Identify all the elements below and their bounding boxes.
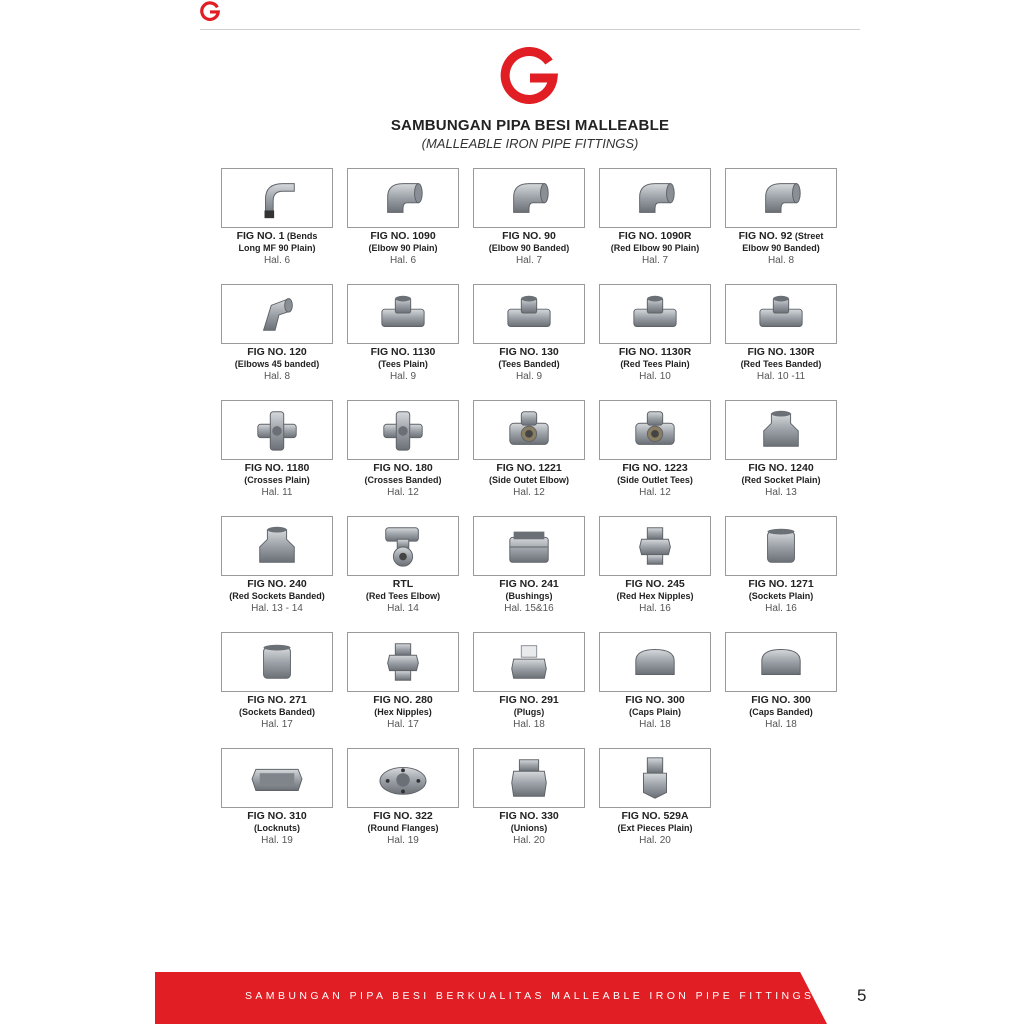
fitting-image [347, 632, 459, 692]
fitting-image [599, 748, 711, 808]
fitting-fig-number [221, 346, 333, 358]
fitting-description: (Round Flanges) [367, 823, 439, 833]
fitting-description: (Ext Pieces Plain) [617, 823, 693, 833]
bushing-icon [499, 522, 559, 570]
fitting-fig-number [725, 462, 837, 474]
fitting-page-ref: Hal. 13 - 14 [251, 603, 303, 614]
fitting-image [725, 284, 837, 344]
fig-number-text: FIG NO. 529A [621, 810, 689, 822]
fitting-description: (Locknuts) [254, 823, 300, 833]
fitting-page-ref: Hal. 7 [641, 255, 669, 266]
fig-number-text: FIG NO. 1240 [748, 462, 814, 474]
fitting-image [347, 168, 459, 228]
fitting-description: (Sockets Plain) [748, 591, 814, 601]
fig-number-text: FIG NO. 271 [247, 694, 307, 706]
fitting-fig-number [221, 810, 333, 822]
fig-number-text: FIG NO. 310 [247, 810, 307, 822]
fitting-description: (Tees Plain) [378, 359, 428, 369]
fitting-fig-number [473, 810, 585, 822]
cross-icon [247, 406, 307, 454]
locknut-icon [247, 754, 307, 802]
reducer-icon [751, 406, 811, 454]
fitting-description: (Unions) [510, 823, 548, 833]
fitting-card [221, 400, 333, 499]
fitting-card [347, 748, 459, 847]
fitting-page-ref: Hal. 19 [261, 835, 293, 846]
tee-icon [751, 290, 811, 338]
fitting-page-ref: Hal. 18 [765, 719, 797, 730]
socket-icon [751, 522, 811, 570]
fig-number-text: FIG NO. 130 [499, 346, 559, 358]
fitting-fig-number [725, 694, 837, 706]
fitting-image [473, 284, 585, 344]
fig-number-text: FIG NO. 1223 [622, 462, 688, 474]
fitting-card [221, 168, 333, 267]
fig-number-text: FIG NO. 1271 [748, 578, 814, 590]
fitting-fig-number [599, 810, 711, 822]
fitting-description: (Side Outlet Tees) [617, 475, 693, 485]
fitting-image [599, 516, 711, 576]
fig-number-text: FIG NO. 300 [625, 694, 685, 706]
socket-icon [247, 638, 307, 686]
fitting-card [221, 632, 333, 731]
fig-number-text: FIG NO. 1090R [618, 230, 692, 242]
side-outlet-icon [499, 406, 559, 454]
fitting-page-ref: Hal. 18 [639, 719, 671, 730]
fitting-image [221, 516, 333, 576]
fitting-page-ref: Hal. 10 [639, 371, 671, 382]
elbow45-icon [247, 290, 307, 338]
fig-number-text: FIG NO. 130R [747, 346, 815, 358]
fitting-image [221, 632, 333, 692]
fitting-fig-number [599, 694, 711, 706]
fitting-page-ref: Hal. 20 [639, 835, 671, 846]
fitting-card [599, 168, 711, 267]
fitting-image [473, 516, 585, 576]
fitting-description: (Caps Plain) [628, 707, 681, 717]
fitting-description: (Hex Nipples) [374, 707, 432, 717]
fitting-description: (Crosses Plain) [244, 475, 310, 485]
fitting-image [599, 632, 711, 692]
reducer-icon [247, 522, 307, 570]
elbow-icon [751, 174, 811, 222]
fitting-image [725, 632, 837, 692]
fitting-description: (Elbows 45 banded) [234, 359, 320, 369]
fitting-page-ref: Hal. 9 [389, 371, 417, 382]
fitting-description: (Red Tees Banded) [740, 359, 822, 369]
fitting-card [221, 748, 333, 847]
page-subtitle: (MALLEABLE IRON PIPE FITTINGS) [421, 136, 639, 151]
fitting-card [599, 400, 711, 499]
fig-number-text: FIG NO. 1130 [370, 346, 436, 358]
fitting-description: (Tees Banded) [498, 359, 560, 369]
fitting-page-ref: Hal. 17 [261, 719, 293, 730]
fitting-page-ref: Hal. 7 [515, 255, 543, 266]
fitting-fig-number [599, 230, 711, 242]
fitting-image [221, 284, 333, 344]
fitting-description: (Plugs) [513, 707, 545, 717]
page-number: 5 [857, 986, 867, 1005]
fitting-fig-number [473, 230, 585, 242]
cap-icon [751, 638, 811, 686]
g-logo-icon [500, 45, 560, 105]
fitting-fig-number [473, 578, 585, 590]
fitting-card [347, 168, 459, 267]
fitting-fig-number [221, 230, 333, 242]
fitting-card [599, 748, 711, 847]
fig-number-text: FIG NO. 1090 [370, 230, 436, 242]
fitting-page-ref: Hal. 12 [513, 487, 545, 498]
fitting-image [725, 516, 837, 576]
fitting-image [725, 400, 837, 460]
tee-icon [373, 290, 433, 338]
ext-piece-icon [625, 754, 685, 802]
hex-nipple-icon [625, 522, 685, 570]
fig-number-text: FIG NO. 1221 [496, 462, 562, 474]
fig-suffix-text: (Street [792, 231, 824, 241]
tee-icon [499, 290, 559, 338]
fitting-page-ref: Hal. 18 [513, 719, 545, 730]
fitting-card [599, 632, 711, 731]
fitting-description: (Side Outet Elbow) [489, 475, 569, 485]
fitting-image [347, 284, 459, 344]
fig-number-text: FIG NO. 1 [236, 230, 285, 242]
fitting-card [725, 400, 837, 499]
cross-icon [373, 406, 433, 454]
fitting-fig-number [347, 578, 459, 590]
g-logo-small-icon [199, 0, 221, 22]
fitting-image [347, 516, 459, 576]
fitting-card [473, 400, 585, 499]
fitting-image [725, 168, 837, 228]
fitting-page-ref: Hal. 14 [387, 603, 419, 614]
fitting-fig-number [725, 578, 837, 590]
fitting-card [725, 632, 837, 731]
fitting-card [473, 284, 585, 383]
fitting-description: (Elbow 90 Banded) [488, 243, 570, 253]
plug-icon [499, 638, 559, 686]
fitting-fig-number [347, 810, 459, 822]
fitting-description: (Red Elbow 90 Plain) [610, 243, 700, 253]
fitting-page-ref: Hal. 6 [389, 255, 417, 266]
fitting-fig-number [599, 462, 711, 474]
fitting-description: Elbow 90 Banded) [742, 243, 820, 253]
fig-number-text: FIG NO. 1130R [618, 346, 692, 358]
fig-number-text: FIG NO. 241 [499, 578, 559, 590]
fitting-fig-number [347, 694, 459, 706]
fig-number-text: FIG NO. 322 [373, 810, 433, 822]
fitting-fig-number [347, 346, 459, 358]
cap-icon [625, 638, 685, 686]
fitting-description: (Bushings) [505, 591, 553, 601]
fig-number-text: RTL [392, 578, 414, 590]
fitting-page-ref: Hal. 12 [387, 487, 419, 498]
fig-number-text: FIG NO. 245 [625, 578, 685, 590]
fitting-fig-number [473, 462, 585, 474]
fitting-image [221, 748, 333, 808]
fitting-fig-number [347, 462, 459, 474]
fitting-image [599, 284, 711, 344]
fitting-page-ref: Hal. 10 -11 [756, 371, 806, 382]
fitting-card [347, 516, 459, 615]
fitting-fig-number [725, 346, 837, 358]
fitting-fig-number [221, 462, 333, 474]
fitting-description: (Red Tees Elbow) [365, 591, 441, 601]
fig-suffix-text: (Bends [284, 231, 318, 241]
fitting-fig-number [599, 578, 711, 590]
bend-icon [247, 174, 307, 222]
fitting-description: (Sockets Banded) [238, 707, 316, 717]
fitting-card [599, 516, 711, 615]
page-title: SAMBUNGAN PIPA BESI MALLEABLE [390, 117, 670, 134]
fitting-page-ref: Hal. 6 [263, 255, 291, 266]
fitting-card [221, 516, 333, 615]
fig-number-text: FIG NO. 300 [751, 694, 811, 706]
fitting-page-ref: Hal. 12 [639, 487, 671, 498]
elbow-icon [625, 174, 685, 222]
fitting-image [221, 168, 333, 228]
fig-number-text: FIG NO. 180 [373, 462, 433, 474]
fitting-page-ref: Hal. 16 [765, 603, 797, 614]
fitting-card [725, 516, 837, 615]
fitting-card [473, 168, 585, 267]
fitting-card [347, 400, 459, 499]
fig-number-text: FIG NO. 280 [373, 694, 433, 706]
fitting-card [473, 516, 585, 615]
fitting-fig-number [599, 346, 711, 358]
fitting-card [725, 168, 837, 267]
hex-nipple-icon [373, 638, 433, 686]
fig-number-text: FIG NO. 1180 [244, 462, 310, 474]
fitting-page-ref: Hal. 13 [765, 487, 797, 498]
tee-elbow-icon [373, 522, 433, 570]
fitting-description: (Red Hex Nipples) [616, 591, 694, 601]
fitting-page-ref: Hal. 8 [263, 371, 291, 382]
fitting-description: Long MF 90 Plain) [238, 243, 316, 253]
fitting-card [473, 632, 585, 731]
side-outlet-icon [625, 406, 685, 454]
fitting-fig-number [347, 230, 459, 242]
fig-number-text: FIG NO. 240 [247, 578, 307, 590]
fitting-image [221, 400, 333, 460]
header-rule [200, 29, 860, 30]
elbow-icon [499, 174, 559, 222]
fitting-image [473, 748, 585, 808]
fitting-image [473, 632, 585, 692]
fitting-image [599, 400, 711, 460]
fitting-image [599, 168, 711, 228]
footer-text: SAMBUNGAN PIPA BESI BERKUALITAS MALLEABLE IRON PIPE FITTINGS | [245, 990, 827, 1002]
fitting-description: (Red Socket Plain) [741, 475, 821, 485]
fitting-card [599, 284, 711, 383]
tee-icon [625, 290, 685, 338]
fitting-page-ref: Hal. 11 [261, 487, 293, 498]
fitting-page-ref: Hal. 19 [387, 835, 419, 846]
fitting-page-ref: Hal. 16 [639, 603, 671, 614]
elbow-icon [373, 174, 433, 222]
fitting-card [725, 284, 837, 383]
fitting-image [347, 748, 459, 808]
fitting-description: (Caps Banded) [749, 707, 813, 717]
fitting-card [347, 632, 459, 731]
fig-number-text: FIG NO. 120 [247, 346, 307, 358]
fitting-description: (Red Tees Plain) [620, 359, 690, 369]
fig-number-text: FIG NO. 92 [738, 230, 793, 242]
flange-icon [373, 754, 433, 802]
fitting-description: (Crosses Banded) [364, 475, 442, 485]
fitting-card [473, 748, 585, 847]
fitting-page-ref: Hal. 9 [515, 371, 543, 382]
fig-number-text: FIG NO. 330 [499, 810, 559, 822]
fig-number-text: FIG NO. 90 [502, 230, 556, 242]
fitting-description: (Red Sockets Banded) [229, 591, 325, 601]
fitting-image [473, 168, 585, 228]
fitting-fig-number [221, 578, 333, 590]
fitting-fig-number [473, 694, 585, 706]
fitting-description: (Elbow 90 Plain) [368, 243, 438, 253]
fitting-page-ref: Hal. 17 [387, 719, 419, 730]
fitting-page-ref: Hal. 15&16 [504, 603, 554, 614]
fitting-image [473, 400, 585, 460]
fitting-fig-number [725, 230, 837, 242]
fig-number-text: FIG NO. 291 [499, 694, 559, 706]
fitting-fig-number [473, 346, 585, 358]
fitting-card [221, 284, 333, 383]
fitting-fig-number [221, 694, 333, 706]
fitting-image [347, 400, 459, 460]
fitting-card [347, 284, 459, 383]
fitting-page-ref: Hal. 8 [767, 255, 795, 266]
union-icon [499, 754, 559, 802]
fitting-page-ref: Hal. 20 [513, 835, 545, 846]
